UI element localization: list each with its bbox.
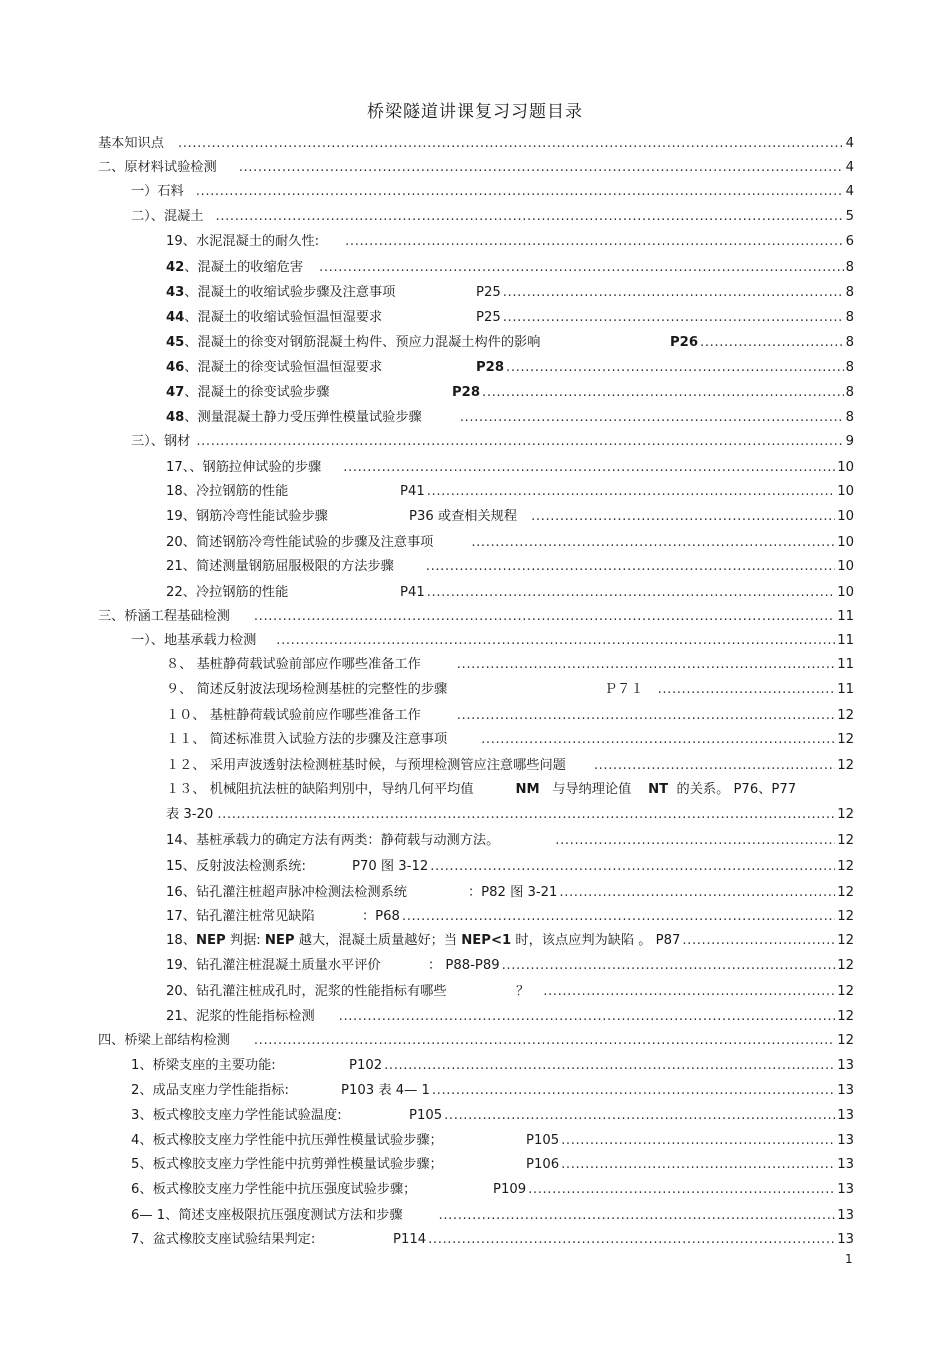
toc-leader [471,533,835,553]
toc-leader [594,756,835,776]
toc-entry-text: 1、桥梁支座的主要功能: [131,1058,276,1073]
toc-leader [239,158,844,178]
toc-page: 9 [845,434,854,449]
toc-entry-label: 、混凝土的收缩试验恒温恒湿要求 [184,310,383,325]
toc-leader [457,655,835,675]
toc-term-nep: NEP [264,933,295,948]
toc-entry-number: 46 [166,360,185,375]
toc-entry-text [166,931,680,951]
toc-page: 10 [837,509,854,524]
toc-entry-number: 48 [166,410,185,425]
toc-entry [131,1106,854,1126]
page-number: 1 [845,1252,853,1266]
toc-entry-ref: P41 [400,585,425,600]
toc-entry [131,207,854,227]
toc-entry-text: １２、 采用声波透射法检测桩基时候，与预埋检测管应注意哪些问题 [166,758,566,773]
toc-entry-label: 、混凝土的徐变对钢筋混凝土构件、预应力混凝土构件的影响 [184,335,541,350]
toc-entry-label: 、混凝土的徐变试验步骤 [184,385,330,400]
toc-entry [166,358,854,378]
toc-leader [428,1230,835,1250]
toc-entry-text: 19、钻孔灌注桩混凝土质量水平评价 [166,958,381,973]
toc-entry-text: 20、钻孔灌注桩成孔时，泥浆的性能指标有哪些 [166,984,447,999]
toc-entry-text [166,383,452,403]
toc-entry [166,956,854,976]
toc-entry [166,730,854,750]
toc-entry-text: 6、板式橡胶支座力学性能中抗压强度试验步骤； [131,1182,417,1197]
toc-entry [166,1007,854,1027]
toc-entry-text: 22、冷拉钢筋的性能 [166,585,289,600]
toc-entry [166,557,854,577]
toc-page: 11 [837,633,854,648]
toc-entry-ref: ： P88-P89 [428,958,500,973]
toc-leader [345,232,844,252]
toc-leader [555,831,835,851]
toc-page: 8 [845,335,854,350]
toc-entry [166,706,854,726]
toc-entry-text: 5、板式橡胶支座力学性能中抗剪弹性模量试验步骤； [131,1157,443,1172]
toc-entry-ref: Ｐ７１ [604,682,644,697]
toc-entry-text: 表 3-20 [166,807,214,822]
toc-entry-multiline [166,780,796,800]
toc-page: 6 [845,234,854,249]
toc-entry-number: 45 [166,335,185,350]
toc-entry [166,756,854,776]
toc-entry-ref: P28 [452,385,481,400]
toc-entry-text [166,333,670,353]
toc-page: 12 [837,885,854,900]
toc-entry-text: 一）、地基承载力检测 [131,633,257,648]
toc-entry-ref: P70 图 3-12 [352,859,429,874]
toc-leader [457,706,835,726]
toc-entry-text [166,358,476,378]
toc-leader [559,883,835,903]
toc-leader [402,907,835,927]
toc-entry [131,182,854,202]
toc-leader [276,631,835,651]
toc-entry [166,680,854,700]
toc-entry-text: 三、桥涵工程基础检测 [98,609,230,624]
toc-leader [343,458,835,478]
toc-page: 4 [845,184,854,199]
toc-page: 8 [845,385,854,400]
toc-page: 12 [837,758,854,773]
toc-entry-ref: P25 [476,310,501,325]
toc-entry-label: 、混凝土的收缩试验步骤及注意事项 [184,285,396,300]
toc-leader [430,857,835,877]
toc-page: 10 [837,484,854,499]
toc-entry-text: 17、钻孔灌注桩常见缺陷 [166,909,315,924]
toc-leader [196,182,844,202]
toc-entry-ref: P36 或查相关规程 [409,509,518,524]
toc-entry-text: 2、成品支座力学性能指标: [131,1083,289,1098]
toc-entry [131,1081,854,1101]
toc-entry-text: 二、原材料试验检测 [98,160,217,175]
toc-entry-ref: P103 表 4— 1 [341,1083,430,1098]
toc-entry-label: 、混凝土的收缩危害 [184,260,304,275]
toc-entry [131,432,854,452]
toc-page: 12 [837,909,854,924]
toc-page: 12 [837,807,854,822]
toc-page: 13 [837,1182,854,1197]
toc-page: 10 [837,535,854,550]
toc-entry-text: 一）石料 [131,184,184,199]
toc-page: 13 [837,1157,854,1172]
toc-page: 4 [845,160,854,175]
toc-entry [166,408,854,428]
toc-page: 8 [845,360,854,375]
toc-entry [166,308,854,328]
toc-entry-mid: 判据: [225,933,265,948]
toc-entry-text: 3、板式橡胶支座力学性能试验温度: [131,1108,342,1123]
toc-page: 12 [837,859,854,874]
toc-entry-ref: P25 [476,285,501,300]
toc-entry [166,333,854,353]
toc-entry [131,1155,854,1175]
toc-leader [427,482,835,502]
toc-entry-label: 、测量混凝土静力受压弹性模量试验步骤 [184,410,422,425]
toc-entry-ref: P114 [393,1232,427,1247]
toc-entry-text: １３、 机械阻抗法桩的缺陷判別中，导纳几何平均值 [166,782,474,797]
toc-page: 12 [837,1009,854,1024]
toc-entry-text: ９、 简述反射波法现场检测基桩的完整性的步骤 [166,682,448,697]
toc-entry-text: 19、水泥混凝土的耐久性: [166,234,320,249]
toc-leader [682,931,835,951]
toc-entry [98,158,854,178]
toc-term-nep: NEP [195,933,226,948]
toc-entry [166,283,854,303]
toc-leader [217,805,835,825]
toc-entry-tail: 时，该点应判为缺陷 。 P87 [511,933,681,948]
toc-page: 11 [837,682,854,697]
toc-entry-tail: 的关系。 P76、P77 [676,782,797,797]
toc-entry [131,1206,854,1226]
toc-entry [98,134,854,154]
toc-entry-text: 16、钻孔灌注桩超声脉冲检测法检测系统 [166,885,407,900]
toc-entry-text: 15、反射波法检测系统: [166,859,306,874]
toc-entry [166,931,854,951]
toc-entry-text: ８、 基桩静荷载试验前部应作哪些准备工作 [166,657,421,672]
toc-entry [166,482,854,502]
toc-leader [427,583,835,603]
toc-page: 8 [845,310,854,325]
toc-leader [502,956,836,976]
toc-entry [131,631,854,651]
toc-entry [131,1056,854,1076]
toc-entry [166,458,854,478]
toc-leader [254,1031,835,1051]
toc-entry-ref: P28 [476,360,505,375]
toc-entry-number: 47 [166,385,185,400]
toc-entry-mid: 与导纳理论值 [552,782,632,797]
toc-leader [178,134,844,154]
toc-page: 12 [837,833,854,848]
toc-leader [196,432,843,452]
toc-entry-text: 14、基桩承载力的确定方法有两类：静荷载与动测方法。 [166,833,500,848]
toc-entry [166,982,854,1002]
toc-entry-text: 21、泥浆的性能指标检测 [166,1009,315,1024]
toc-entry-tail: 越大，混凝土质量越好；当 [294,933,462,948]
toc-entry-text: 基本知识点 [98,136,164,151]
toc-page: 13 [837,1083,854,1098]
toc-leader [319,258,844,278]
toc-entry-text: １０、 基桩静荷载试验前应作哪些准备工作 [166,708,421,723]
toc-entry-ref: P109 [493,1182,527,1197]
document-title: 桥梁隧道讲课复习习题目录 [367,102,583,122]
toc-entry [166,907,854,927]
toc-leader [216,207,844,227]
toc-entry [166,655,854,675]
toc-leader [700,333,844,353]
toc-entry [166,507,854,527]
toc-page: 13 [837,1232,854,1247]
toc-entry-ref: P102 [349,1058,383,1073]
toc-page: 12 [837,708,854,723]
toc-entry-text [166,258,303,278]
toc-page: 10 [837,559,854,574]
toc-entry [166,857,854,877]
toc-page: 12 [837,984,854,999]
toc-entry [98,1031,854,1051]
toc-page: 4 [845,136,854,151]
toc-entry [131,1180,854,1200]
toc-entry-text: 三）、钢材 [131,434,191,449]
toc-leader [506,358,844,378]
toc-entry-text: 四、桥梁上部结构检测 [98,1033,230,1048]
toc-entry-text [166,408,422,428]
toc-term-nm: NM [515,782,540,797]
toc-term-nt: NT [648,782,669,797]
toc-entry [166,232,854,252]
toc-leader [543,982,835,1002]
toc-entry-ref: P105 [526,1133,560,1148]
toc-leader [658,680,836,700]
toc-entry-text: 17、、钢筋拉伸试验的步骤 [166,460,322,475]
toc-entry [131,1131,854,1151]
toc-entry [166,805,854,825]
toc-entry-text: 20、简述钢筋冷弯性能试验的步骤及注意事项 [166,535,434,550]
toc-entry-text: 18、冷拉钢筋的性能 [166,484,289,499]
toc-leader [384,1056,835,1076]
toc-page: 8 [845,260,854,275]
toc-leader [432,1081,835,1101]
toc-page: 11 [837,657,854,672]
toc-page: 13 [837,1133,854,1148]
toc-leader [426,557,835,577]
toc-page: 13 [837,1208,854,1223]
toc-entry [166,883,854,903]
toc-entry-ref: ：P82 图 3-21 [468,885,558,900]
toc-entry-number: 44 [166,310,185,325]
toc-entry-text: 19、钢筋冷弯性能试验步骤 [166,509,328,524]
toc-leader [339,1007,836,1027]
toc-leader [460,408,844,428]
toc-entry-text [166,308,476,328]
toc-entry-number: 42 [166,260,185,275]
toc-entry [166,831,854,851]
toc-leader [528,1180,835,1200]
toc-page: 13 [837,1058,854,1073]
toc-leader [503,308,844,328]
toc-page: 11 [837,609,854,624]
toc-entry [166,583,854,603]
toc-entry-text [166,283,476,303]
toc-leader [254,607,835,627]
toc-page: 10 [837,460,854,475]
toc-leader [482,383,844,403]
toc-entry-ref: P41 [400,484,425,499]
toc-entry [166,258,854,278]
toc-term-nep-lt1: NEP<1 [461,933,512,948]
toc-leader [444,1106,835,1126]
toc-page: 12 [837,732,854,747]
toc-leader [561,1155,835,1175]
toc-entry-text: 7、盆式橡胶支座试验结果判定: [131,1232,316,1247]
toc-page: 5 [845,209,854,224]
toc-entry-text: １１、 简述标准贯入试验方法的步骤及注意事项 [166,732,448,747]
toc-page: 10 [837,585,854,600]
toc-page: 12 [837,958,854,973]
toc-entry-ref: ：P68 [362,909,400,924]
toc-entry-text: 21、简述测量钢筋屈服极限的方法步骤 [166,559,394,574]
toc-entry [131,1230,854,1250]
toc-page: 13 [837,1108,854,1123]
toc-entry-number: 43 [166,285,185,300]
toc-entry-text: 二）、混凝土 [131,209,204,224]
toc-leader [561,1131,835,1151]
toc-page: 8 [845,285,854,300]
toc-entry-ref: P26 [670,335,699,350]
toc-leader [439,1206,836,1226]
toc-leader [503,283,844,303]
toc-page: 12 [837,1033,854,1048]
toc-leader [481,730,835,750]
toc-page: 8 [845,410,854,425]
toc-entry [98,607,854,627]
toc-entry-ref: P105 [409,1108,443,1123]
toc-entry-text: 4、板式橡胶支座力学性能中抗压弹性模量试验步骤； [131,1133,443,1148]
toc-entry-label: 、混凝土的徐变试验恒温恒湿要求 [184,360,383,375]
toc-entry-label: 18、 [166,933,196,948]
toc-entry-ref: ？ [516,984,530,999]
toc-entry [166,533,854,553]
toc-entry-text: 6— 1、简述支座极限抗压强度测试方法和步骤 [131,1208,403,1223]
toc-page: 12 [837,933,854,948]
toc-entry-ref: P106 [526,1157,560,1172]
toc-leader [531,507,835,527]
toc-entry [166,383,854,403]
